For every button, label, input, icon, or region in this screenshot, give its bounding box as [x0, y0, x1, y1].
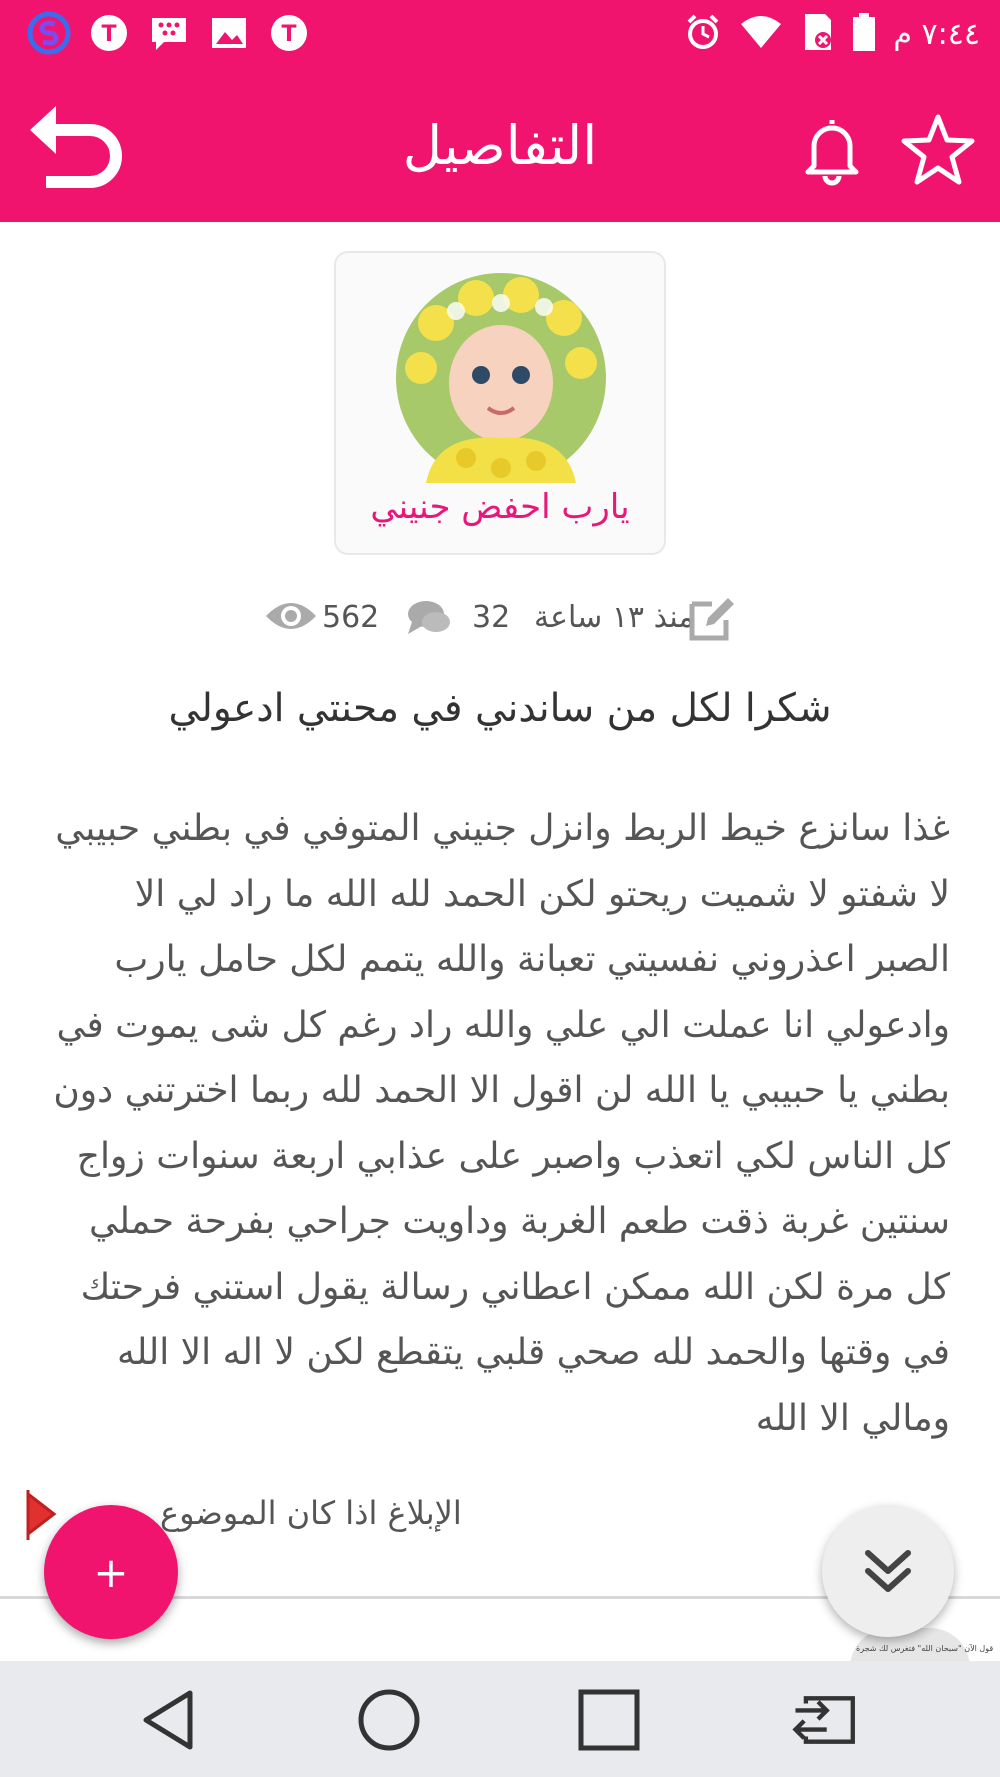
- favorite-button[interactable]: [900, 112, 976, 188]
- system-nav-bar: [0, 1661, 1000, 1777]
- flag-icon: [26, 1490, 56, 1540]
- comments-count: 32: [472, 599, 511, 635]
- sim-icon: [799, 12, 835, 56]
- report-link[interactable]: الإبلاغ اذا كان الموضوع: [160, 1494, 462, 1532]
- star-icon: [900, 112, 976, 188]
- app-bar: [0, 66, 1000, 222]
- author-card[interactable]: [334, 251, 666, 555]
- page-title: التفاصيل: [402, 114, 598, 177]
- t-app-icon: [88, 12, 130, 54]
- wifi-icon: [739, 12, 783, 56]
- post-meta: [0, 592, 1000, 642]
- clock: ٧:٤٤ م: [893, 16, 980, 52]
- notification-icons: [28, 12, 310, 54]
- nav-back-icon[interactable]: [138, 1687, 204, 1753]
- status-bar: [0, 0, 1000, 66]
- nav-recents-icon[interactable]: [576, 1687, 642, 1753]
- eye-icon: [264, 596, 318, 636]
- views-count: 562: [322, 599, 380, 635]
- t-app-icon-2: [268, 12, 310, 54]
- nav-switch-icon[interactable]: [792, 1687, 858, 1753]
- edit-icon: [688, 596, 736, 642]
- nav-home-icon[interactable]: [356, 1687, 422, 1753]
- svg-text:T: T: [101, 22, 117, 47]
- image-icon: [208, 12, 250, 54]
- alarm-icon: [683, 12, 723, 56]
- s-app-icon: [28, 12, 70, 54]
- thumbnail-caption: قول الآن "سبحان الله" فتغرس لك شجرة: [856, 1644, 994, 1653]
- scroll-down-button[interactable]: [822, 1505, 954, 1637]
- avatar[interactable]: [396, 273, 606, 483]
- battery-icon: [851, 12, 877, 56]
- double-chevron-down-icon: [860, 1543, 916, 1599]
- system-icons: [683, 12, 980, 56]
- svg-text:T: T: [281, 22, 297, 47]
- add-button[interactable]: +: [44, 1505, 178, 1639]
- post-title: شكرا لكل من ساندني في محنتي ادعولي: [168, 686, 832, 731]
- author-name[interactable]: يارب احفض جنيني: [370, 487, 630, 527]
- post-time: منذ ١٣ ساعة: [534, 599, 695, 635]
- bell-icon: [796, 114, 868, 186]
- post-body: غذا سانزع خيط الربط وانزل جنيني المتوفي في بطني حبيبي لا شفتو لا شميت ريحتو لكن الحمد لله الله ما راد لي الا الصبر اعذروني نفسيتي تعبانة والله يتمم لكل حامل يارب وادعولي انا عملت الي علي والله راد رغم كل شى يموت في بطني يا حبيبي يا الله لن اقول الا الحمد لله ربما اخترتني دون كل الناس لكي اتعذب واصبر على عذابي اربعة سنوات زواج سنتين غربة ذقت طعم الغربة وداويت جراحي بفرحة حملي كل مرة لكن الله ممكن اعطاني رسالة يقول استني فرحتك في وقتها والحمد لله صحي قلبي يتقطع لكن لا اله الا الله ومالي الا الله: [53, 808, 950, 1439]
- notifications-button[interactable]: [796, 114, 868, 186]
- bbm-icon: [148, 12, 190, 54]
- comments-icon: [404, 598, 452, 638]
